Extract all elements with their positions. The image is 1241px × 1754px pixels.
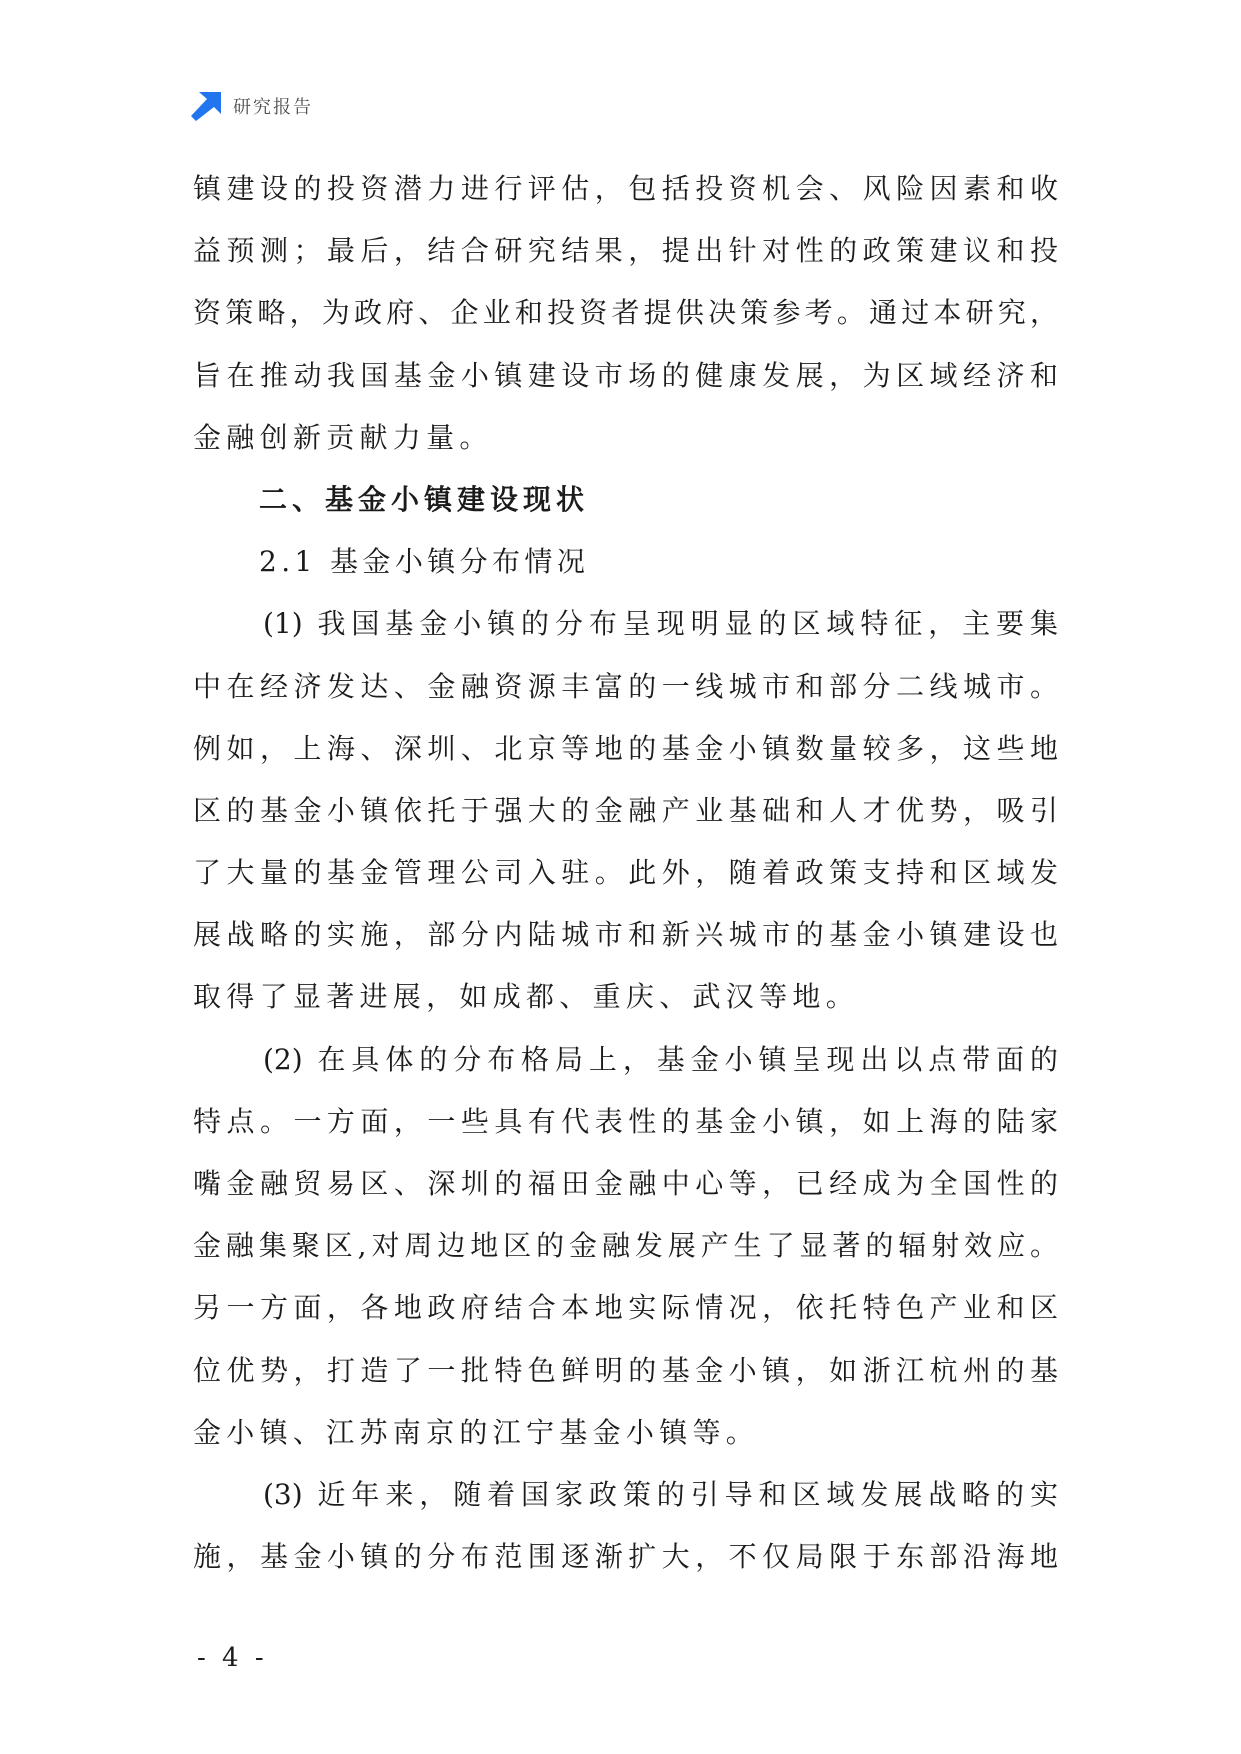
paragraph (193, 1464, 1058, 1588)
text-line: 旨在推动我国基金小镇建设市场的健康发展，为区域经济和 (193, 358, 1058, 392)
text-line: 位优势，打造了一批特色鲜明的基金小镇，如浙江杭州的基 (193, 1353, 1058, 1387)
text-line: 金小镇、江苏南京的江宁基金小镇等。 (193, 1415, 760, 1449)
text-line: 镇建设的投资潜力进行评估，包括投资机会、风险因素和收 (193, 172, 1058, 205)
text-line: 了大量的基金管理公司入驻。此外，随着政策支持和区域发 (193, 856, 1058, 890)
text-line: 施，基金小镇的分布范围逐渐扩大，不仅局限于东部沿海地 (193, 1540, 1058, 1574)
text-line: (2) 在具体的分布格局上，基金小镇呈现出以点带面的 (263, 1042, 1058, 1076)
text-line: 嘴金融贸易区、深圳的福田金融中心等，已经成为全国性的 (193, 1167, 1058, 1200)
text-line: 益预测；最后，结合研究结果，提出针对性的政策建议和投 (193, 234, 1058, 268)
paragraph (193, 158, 1058, 469)
document-body (193, 158, 1058, 1588)
text-line: 另一方面，各地政府结合本地实际情况，依托特色产业和区 (193, 1291, 1058, 1325)
text-line: 区的基金小镇依托于强大的金融产业基础和人才优势，吸引 (193, 793, 1058, 827)
text-line: 资策略，为政府、企业和投资者提供决策参考。通过本研究， (193, 296, 1058, 330)
text-line: 特点。一方面，一些具有代表性的基金小镇，如上海的陆家 (193, 1104, 1058, 1138)
text-line: (1) 我国基金小镇的分布呈现明显的区域特征，主要集 (263, 607, 1058, 641)
page-number: - 4 - (197, 1643, 268, 1673)
header-title: 研究报告 (233, 97, 313, 118)
text-line: 金融集聚区,对周边地区的金融发展产生了显著的辐射效应。 (193, 1229, 1058, 1263)
paragraph (193, 1029, 1058, 1464)
text-line: 金融创新贡献力量。 (193, 420, 493, 454)
text-line: 取得了显著进展，如成都、重庆、武汉等地。 (193, 980, 860, 1014)
text-line: 中在经济发达、金融资源丰富的一线城市和部分二线城市。 (193, 669, 1058, 703)
arrow-up-right-icon (189, 90, 223, 122)
paragraph (193, 593, 1058, 1028)
text-line: (3) 近年来，随着国家政策的引导和区域发展战略的实 (263, 1477, 1058, 1511)
text-line: 展战略的实施，部分内陆城市和新兴城市的基金小镇建设也 (193, 918, 1058, 952)
section-heading: 二、基金小镇建设现状 (259, 482, 590, 516)
subsection-heading: 2.1 基金小镇分布情况 (259, 545, 590, 579)
text-line: 例如，上海、深圳、北京等地的基金小镇数量较多，这些地 (193, 731, 1058, 765)
page-header (189, 88, 313, 124)
